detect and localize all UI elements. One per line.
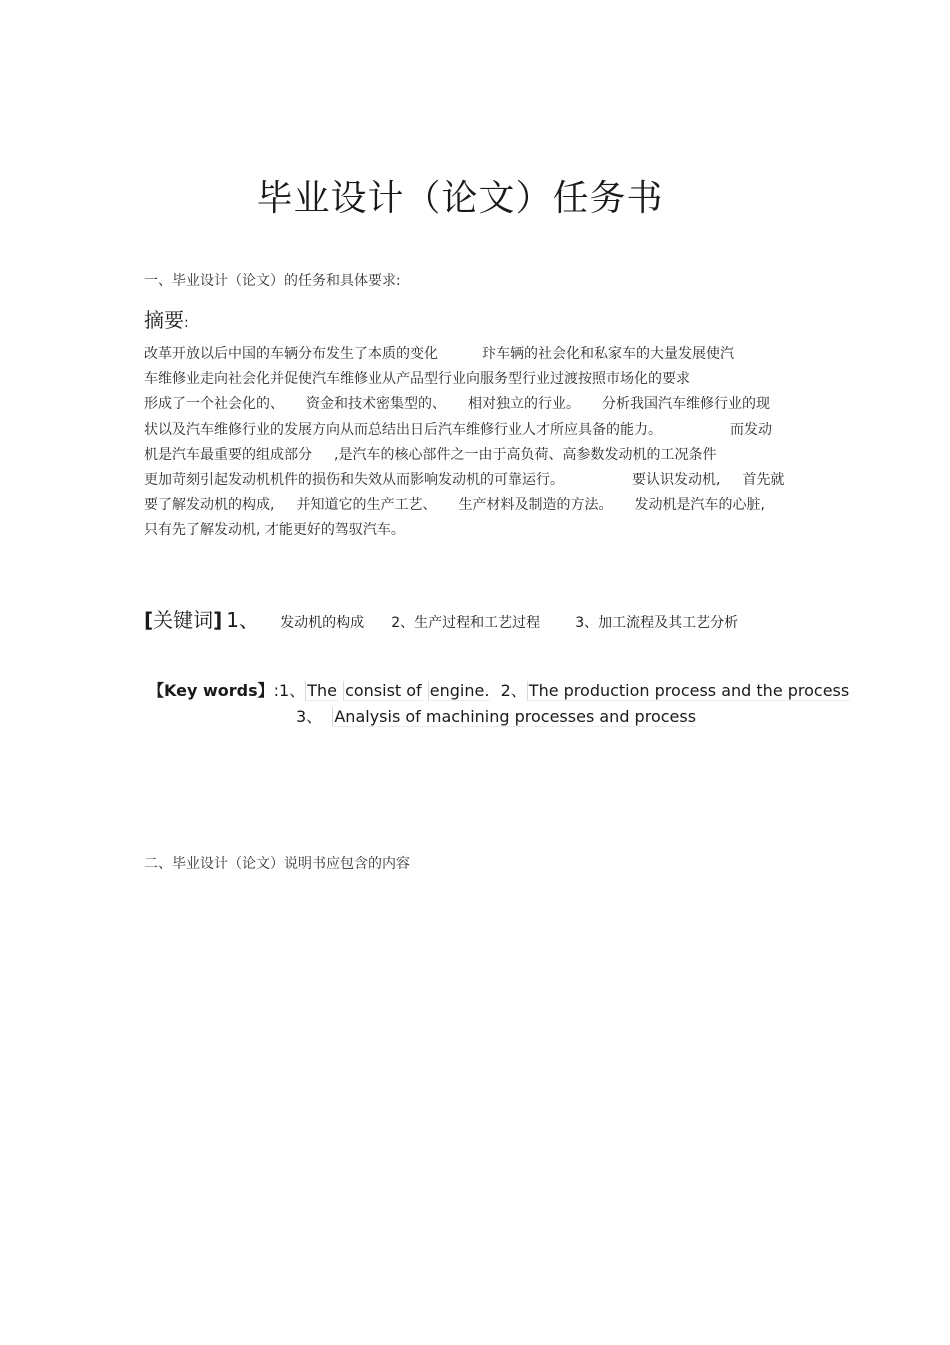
abstract-text: 机是汽车最重要的组成部分 xyxy=(144,446,312,463)
keywords-cn-item-3: 3、加工流程及其工艺分析 xyxy=(575,615,739,631)
abstract-heading-colon: : xyxy=(184,315,189,331)
abstract-heading xyxy=(144,304,189,333)
keywords-cn-label xyxy=(144,608,222,632)
abstract-text: 要认识发动机, xyxy=(632,472,721,489)
document-title: 毕业设计（论文）任务书 xyxy=(256,178,664,219)
keywords-cn-bracket-open: [ xyxy=(144,608,154,632)
abstract-text: 更加苛刻引起发动机机件的损伤和失效从而影响发动机的可靠运行。 xyxy=(144,472,564,489)
keywords-en-item-2-number: 2、 xyxy=(500,681,527,700)
keywords-en-line-2 xyxy=(148,704,828,730)
section-1-heading: 一、毕业设计（论文）的任务和具体要求: xyxy=(144,273,401,289)
keywords-en-word: engine. xyxy=(429,681,490,700)
abstract-text: 资金和技术密集型的、 xyxy=(306,396,446,413)
keywords-en-word: Analysis of machining processes and process xyxy=(334,707,697,726)
abstract-line-7 xyxy=(144,493,809,518)
abstract-text: 玣车辆的社会化和私家车的大量发展使汽 xyxy=(482,346,734,362)
abstract-text: 相对独立的行业。 xyxy=(468,396,580,413)
abstract-line-2 xyxy=(144,367,809,392)
keywords-en xyxy=(148,678,850,730)
keywords-cn-bracket-close: ] xyxy=(213,608,223,632)
keywords-en-word: consist of xyxy=(345,681,422,700)
abstract-text: 要了解发动机的构成, xyxy=(144,497,275,514)
section-2-heading: 二、毕业设计（论文）说明书应包含的内容 xyxy=(144,856,410,872)
abstract-line-5 xyxy=(144,443,809,468)
abstract-text: 形成了一个社会化的、 xyxy=(144,396,284,413)
abstract-text: 分析我国汽车维修行业的现 xyxy=(602,396,770,413)
abstract-line-1 xyxy=(144,342,809,367)
keywords-cn-label-text: 关键词 xyxy=(153,608,214,632)
abstract-text: 才能更好的驾驭汽车。 xyxy=(264,522,405,539)
abstract-text: 只有先了解发动机, xyxy=(144,522,261,539)
keywords-en-colon: : xyxy=(273,681,280,700)
abstract-text: 改革开放以后中国的车辆分布发生了本质的变化 xyxy=(144,346,438,362)
keywords-en-item-1-number: 1、 xyxy=(279,681,306,700)
abstract-body xyxy=(144,342,809,544)
keywords-cn-item-2: 2、生产过程和工艺过程 xyxy=(391,615,541,631)
abstract-text: 状以及汽车维修行业的发展方向从而总结出日后汽车维修行业人才所应具备的能力。 xyxy=(144,421,662,438)
abstract-text: 车维修业走向社会化并促使汽车维修业从产品型行业向服务型行业过渡按照市场化的要求 xyxy=(144,371,690,388)
abstract-line-4 xyxy=(144,418,809,443)
abstract-line-6 xyxy=(144,468,809,493)
abstract-text: 生产材料及制造的方法。 xyxy=(458,497,613,514)
abstract-text: 发动机是汽车的心脏, xyxy=(634,497,765,514)
abstract-heading-text: 摘要 xyxy=(144,308,184,332)
keywords-cn xyxy=(144,604,738,633)
abstract-line-3 xyxy=(144,392,809,417)
keywords-en-line-1 xyxy=(148,678,850,704)
abstract-text: 首先就 xyxy=(742,472,785,489)
abstract-text: 并知道它的生产工艺、 xyxy=(296,497,437,514)
keywords-en-word: The production process and the process xyxy=(528,681,850,700)
keywords-en-word: The xyxy=(307,681,337,700)
keywords-cn-item-1-number: 1、 xyxy=(226,608,260,632)
keywords-en-label: 【Key words】 xyxy=(148,681,274,700)
abstract-text: ,是汽车的核心部件之一由于高负荷、高参数发动机的工况条件 xyxy=(334,446,717,463)
keywords-cn-item-1: 发动机的构成 xyxy=(280,615,365,631)
abstract-text: 而发动 xyxy=(730,421,772,438)
keywords-en-item-3-number: 3、 xyxy=(296,707,323,726)
abstract-line-8 xyxy=(144,518,809,543)
